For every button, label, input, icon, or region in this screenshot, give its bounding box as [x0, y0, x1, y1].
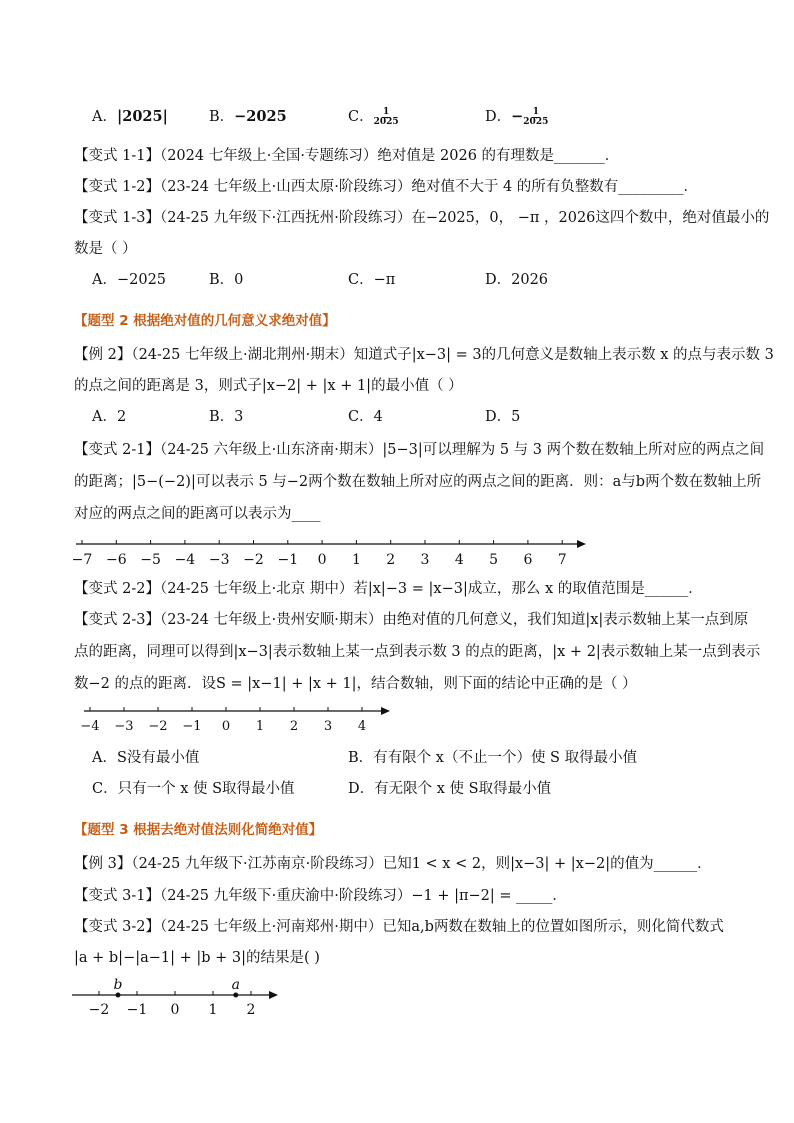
tick-label: −2	[88, 1002, 110, 1018]
v13-option-d: D．2026	[485, 272, 549, 288]
number-line-1	[0, 530, 794, 570]
fraction: $\frac{1}{2025}$	[523, 106, 549, 127]
topic-3-heading: 【题型 3 根据去绝对值法则化简绝对值】	[74, 822, 323, 838]
v23-option-b: B．有有限个 x（不止一个）使 S 取得最小值	[348, 750, 638, 766]
tick-label: −4	[174, 552, 196, 568]
variant-2-1-line1: 【变式 2-1】（24-25 六年级上·山东济南·期末）|5−3|可以理解为 5 与 3 两个数在数轴上所对应的两点之间	[74, 442, 765, 458]
fraction: $\frac{1}{2025}$	[373, 106, 399, 127]
variant-2-3-line2: 点的距离，同理可以得到|x−3|表示数轴上某一点到表示数 3 的点的距离，|x + 2|表示数轴上某一点到表示	[74, 644, 761, 660]
ex2-option-d: D．5	[485, 409, 521, 425]
number-line-2	[0, 700, 794, 736]
v23-option-c: C．只有一个 x 使 S取得最小值	[92, 781, 295, 797]
q1-option-c: C． $\frac{1}{2025}$	[348, 106, 399, 127]
variant-2-2: 【变式 2-2】（24-25 七年级上·北京 期中）若|x|−3 = |x−3|成立，那么 x 的取值范围是______．	[74, 581, 703, 597]
tick-label: −7	[71, 552, 93, 568]
tick-label: −3	[208, 552, 230, 568]
variant-2-3-line3: 数−2 的点的距离．设S = |x−1| + |x + 1|，结合数轴，则下面的结论中正确的是（ ）	[74, 676, 637, 692]
example-2-line2: 的点之间的距离是 3，则式子|x−2| + |x + 1|的最小值（ ）	[74, 378, 463, 394]
v13-option-a: A．−2025	[92, 272, 167, 288]
tick-label: 4	[454, 552, 464, 568]
variant-2-1-line3: 对应的两点之间的距离可以表示为____	[74, 506, 321, 522]
tick-label: −5	[140, 552, 161, 568]
variant-2-1-line2: 的距离；|5−(−2)|可以表示 5 与−2两个数在数轴上所对应的两点之间的距离．则：a与b两个数在数轴上所	[74, 474, 762, 490]
tick-label: 5	[489, 552, 499, 568]
v23-option-a: A．S没有最小值	[92, 750, 200, 766]
tick-label: 0	[317, 552, 327, 568]
variant-1-1: 【变式 1-1】（2024 七年级上·全国·专题练习）绝对值是 2026 的有理数是_______．	[74, 148, 620, 164]
q1-option-b: B．−2025	[209, 108, 287, 125]
ex2-option-c: C．4	[348, 409, 383, 425]
tick-label: 7	[557, 552, 567, 568]
axis-arrow	[269, 991, 278, 999]
variant-3-2-line1: 【变式 3-2】（24-25 七年级上·河南郑州·期中）已知a,b两数在数轴上的位置如图所示，则化简代数式	[74, 919, 724, 935]
variant-3-1: 【变式 3-1】（24-25 九年级下·重庆渝中·阶段练习）−1 + |π−2| = _____．	[74, 888, 567, 904]
number-line-3	[0, 975, 794, 1018]
tick-label: 1	[208, 1002, 218, 1018]
variant-2-3-line1: 【变式 2-3】（23-24 七年级上·贵州安顺·期末）由绝对值的几何意义，我们知道|x|表示数轴上某一点到原	[74, 612, 749, 628]
axis-arrow	[577, 540, 586, 548]
topic-2-heading: 【题型 2 根据绝对值的几何意义求绝对值】	[74, 313, 336, 329]
v23-option-d: D．有无限个 x 使 S取得最小值	[348, 781, 552, 797]
tick-label: 3	[323, 719, 333, 734]
axis-arrow	[381, 707, 390, 715]
variant-1-3-line1: 【变式 1-3】（24-25 九年级下·江西抚州·阶段练习）在−2025，0， −π ，2026这四个数中，绝对值最小的	[74, 210, 770, 226]
tick-label: −3	[114, 719, 134, 734]
tick-label: 0	[221, 719, 231, 734]
tick-label: −2	[243, 552, 264, 568]
tick-label: −1	[182, 719, 202, 734]
q1-option-a: A．|2025|	[92, 108, 168, 125]
variant-1-2: 【变式 1-2】（23-24 七年级上·山西太原·阶段练习）绝对值不大于 4 的所有负整数有_________．	[74, 179, 699, 195]
tick-label: −1	[126, 1002, 148, 1018]
point-a-dot	[233, 993, 238, 998]
tick-label: 6	[523, 552, 533, 568]
tick-label: −1	[277, 552, 299, 568]
tick-label: 3	[420, 552, 430, 568]
point-b-dot	[116, 993, 121, 998]
tick-label: −2	[148, 719, 168, 734]
variant-1-3-line2: 数是（ ）	[74, 241, 137, 257]
v13-option-c: C．−π	[348, 272, 396, 288]
q1-option-d: D．− $\frac{1}{2025}$	[485, 106, 549, 127]
point-a-label: a	[231, 977, 240, 993]
example-3: 【例 3】（24-25 九年级下·江苏南京·阶段练习）已知1 < x < 2，则|x−3| + |x−2|的值为______．	[74, 856, 712, 872]
ex2-option-b: B．3	[209, 409, 244, 425]
tick-label: 4	[357, 719, 367, 734]
v13-option-b: B．0	[209, 272, 244, 288]
tick-label: 2	[246, 1002, 256, 1018]
tick-label: 1	[351, 552, 361, 568]
tick-label: −4	[80, 719, 100, 734]
tick-label: 2	[386, 552, 396, 568]
example-2-line1: 【例 2】（24-25 七年级上·湖北荆州·期末）知道式子|x−3| = 3的几何意义是数轴上表示数 x 的点与表示数 3	[74, 347, 774, 363]
variant-3-2-line2: |a + b|−|a−1| + |b + 3|的结果是( )	[74, 950, 320, 966]
point-b-label: b	[113, 977, 123, 993]
tick-label: 2	[289, 719, 299, 734]
ex2-option-a: A．2	[92, 409, 127, 425]
tick-label: 0	[170, 1002, 180, 1018]
tick-label: 1	[255, 719, 265, 734]
tick-label: −6	[105, 552, 127, 568]
